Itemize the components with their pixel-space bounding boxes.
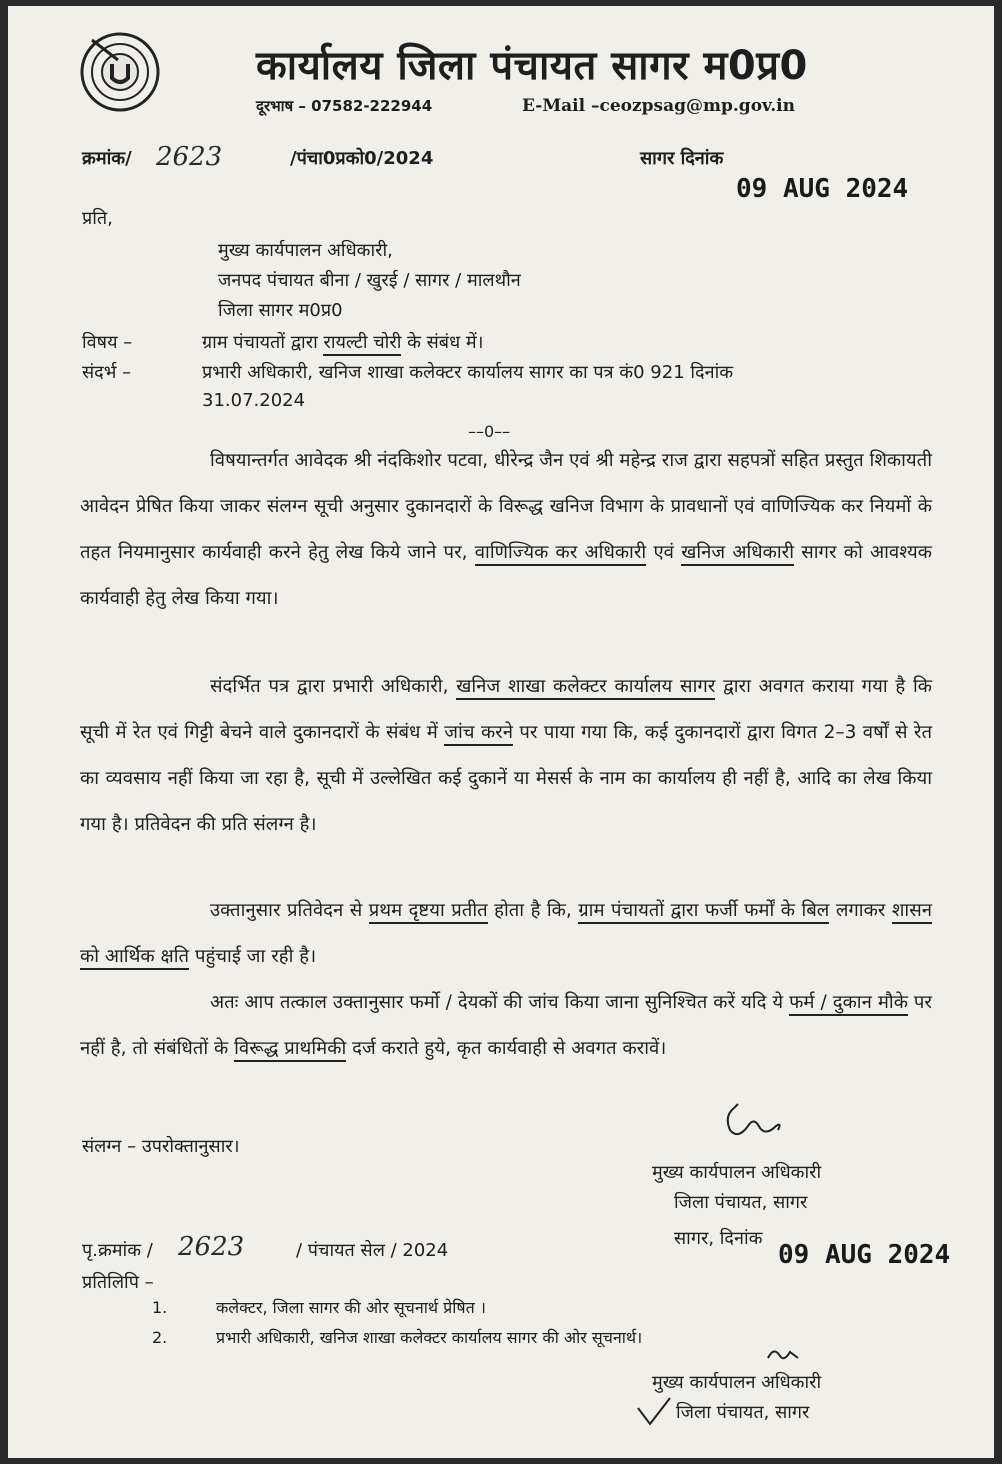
emblem-logo-icon — [78, 30, 162, 114]
copy-date-label: सागर, दिनांक — [674, 1228, 763, 1249]
copy-item-text: प्रभारी अधिकारी, खनिज शाखा कलेक्टर कार्यालय सागर की ओर सूचनार्थ। — [216, 1328, 643, 1347]
paragraph-1: विषयान्तर्गत आवेदक श्री नंदकिशोर पटवा, धीरेन्द्र जैन एवं श्री महेन्द्र राज द्वारा सहपत्रों सहित प्रस्तुत शिकायती आवेदन प्रेषित किया जाकर संलग्न सूची अनुसार दुकानदारों के विरूद्ध खनिज विभाग के प्रावधानों एवं वाणिज्यिक कर नियमों के तहत नियमानुसार कार्यवाही करने हेतु लेख किये जाने पर, वाणिज्यिक कर अधिकारी एवं खनिज अधिकारी सागर को आवश्यक कार्यवाही हेतु लेख किया गया। — [80, 450, 932, 609]
date-stamp: 09 AUG 2024 — [736, 174, 909, 204]
signature-2-designation: मुख्य कार्यपालन अधिकारी — [652, 1372, 822, 1393]
paragraph-3: उक्तानुसार प्रतिवेदन से प्रथम दृष्टया प्रतीत होता है कि, ग्राम पंचायतों द्वारा फर्जी फर्मों के बिल लगाकर शासन को आर्थिक क्षति पहुंचाई जा रही है। — [80, 888, 932, 980]
tick-mark-icon — [634, 1394, 674, 1428]
office-heading: कार्यालय जिला पंचायत सागर म0प्र0 — [256, 43, 808, 89]
copy-item-number: 2. — [152, 1328, 168, 1347]
sandarbh-label: संदर्भ – — [82, 362, 132, 383]
signature-mark-icon — [720, 1096, 790, 1146]
recipient-line-3: जिला सागर म0प्र0 — [218, 300, 343, 321]
kramank-label: क्रमांक/ — [82, 148, 132, 169]
copy-item-text: कलेक्टर, जिला सागर की ओर सूचनार्थ प्रेषित । — [216, 1298, 486, 1317]
phone-number: दूरभाष – 07582-222944 — [256, 97, 433, 115]
enclosure-note: संलग्न – उपरोक्तानुसार। — [82, 1136, 240, 1157]
signature-1-office: जिला पंचायत, सागर — [674, 1192, 808, 1213]
sandarbh-line-1: प्रभारी अधिकारी, खनिज शाखा कलेक्टर कार्यालय सागर का पत्र कं0 921 दिनांक — [202, 362, 734, 383]
copy-date-stamp: 09 AUG 2024 — [778, 1240, 951, 1270]
signature-1-designation: मुख्य कार्यपालन अधिकारी — [652, 1162, 822, 1183]
kramank-number: 2623 — [156, 142, 223, 172]
pratilipi-label: प्रतिलिपि – — [82, 1272, 154, 1293]
copy-item-number: 1. — [152, 1298, 168, 1317]
sandarbh-line-2: 31.07.2024 — [202, 390, 306, 411]
recipient-line-1: मुख्य कार्यपालन अधिकारी, — [218, 240, 393, 261]
email-address: E-Mail –ceozpsag@mp.gov.in — [522, 96, 795, 116]
paragraph-2: संदर्भित पत्र द्वारा प्रभारी अधिकारी, खनिज शाखा कलेक्टर कार्यालय सागर द्वारा अवगत कराया गया है कि सूची में रेत एवं गिट्टी बेचने वाले दुकानदारों के संबंध में जांच करने पर पाया गया कि, कई दुकानदारों द्वारा विगत 2–3 वर्षों से रेत का व्यवसाय नहीं किया जा रहा है, सूची में उल्लेखित कई दुकानें या मेसर्स के नाम का कार्यालय ही नहीं है, आदि का लेख किया गया है। प्रतिवेदन की प्रति संलग्न है। — [80, 676, 932, 835]
initials-mark-icon — [764, 1344, 804, 1366]
pkramank-number: 2623 — [178, 1232, 245, 1262]
date-label: सागर दिनांक — [640, 148, 724, 169]
pkramank-label: पृ.क्रमांक / — [82, 1240, 153, 1261]
signature-2-office: जिला पंचायत, सागर — [676, 1402, 810, 1423]
recipient-line-2: जनपद पंचायत बीना / खुरई / सागर / मालथौन — [218, 270, 521, 291]
letter-sheet — [8, 6, 994, 1458]
subject-label: विषय – — [82, 332, 133, 353]
prati-label: प्रति, — [82, 208, 113, 229]
subject-text: ग्राम पंचायतों द्वारा रायल्टी चोरी के संबंध में। — [202, 330, 483, 354]
pkramank-suffix: / पंचायत सेल / 2024 — [296, 1240, 449, 1261]
kramank-suffix: /पंचा0प्रको0/2024 — [290, 148, 434, 169]
paragraph-4: अतः आप तत्काल उक्तानुसार फर्मो / देयकों की जांच किया जाना सुनिश्चित करें यदि ये फर्म / दुकान मौके पर नहीं है, तो संबंधितों के विरूद्ध प्राथमिकी दर्ज कराते हुये, कृत कार्यवाही से अवगत करावें। — [80, 980, 932, 1072]
separator: ––0–– — [468, 422, 511, 441]
